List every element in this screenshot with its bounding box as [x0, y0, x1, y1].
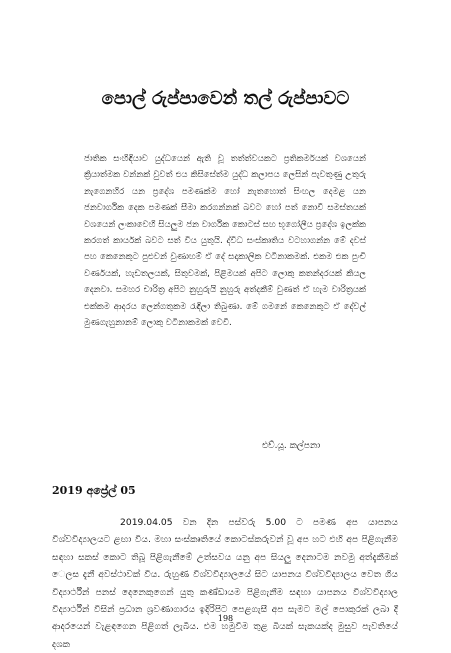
author-signature: එච්.යූ. කල්පනා [262, 441, 321, 451]
preface-block [84, 151, 366, 331]
page-title: පොල් රුප්පාවෙන් තල් රුප්පාවට [101, 88, 350, 109]
preface-paragraph: ජාතික සංහිඳියාව යුද්ධයෙන් ඇති වූ තත්ත්වයකට ප්‍රතිකර්මයක් වශයෙන් ක්‍රියාත්මක වන්නක් වුවත් එය කිසිසේත්ම යුද්ධ කලාපය ලෙසින් පැවතුණු උතුරු නැගෙනහිර යන ප්‍රදේශ පමණක්ම හෝ නැතහොත් සිංහල දෙමළ යන ජනවාර්ගික දෙක පමණක් සීමා කරගන්නක් බවට හෝ පත් නොවී සමස්තයක් වශයෙන් ලංකාවෙහි සියලුම ජන වාර්ගික කොටස් සහ භූගෝලීය ප්‍රදේශ ඉලක්ක කරගත් කාර්යක් බවට සත් විය යුතුයි. ද්විධ සංස්කෘතිය වටහාගන්න මේ දවස් පහ කෙනෙකුට පුළුවන් වුණාහම් ඒ දේ සදාකාලික වටිනාකමක්. එකම එක පුංචි වර්ණයක්, හැඩතලයක්, සිතුවමක්, පිළිමයක් අපිට ලොකු කතන්දරයක් කියල දෙනවා. සමහර චාරිත්‍ර අපිට නුහුරුයි නුහුරු අත්දකීම් වුණත් ඒ හැම වාරිත්‍රයක් එක්කම ආදරය ලෙන්ගතුකම රැඳිලා තිබුණා. මේ ගමනේ කෙනෙකුට ඒ දේවල් මුණගැහුනානම් ලොකු වටිනාකමක් වෙවී. [84, 154, 366, 329]
body-paragraph: 2019.04.05 වන දින පස්වරු 5.00 ට පමණ අප යාපනය විශ්වවිද්‍යාලයට ළඟා විය. මහා සංස්කෘතියේ කොටස්කරුවන් වූ අප හට එහි අප පිළිගැනීම සඳහා සකස් කොට තිබූ පිළිගැනීමේ උත්සවය යනු අප සියලු දෙනාටම නවමු අත්දැකීමක් ‍ෙලස දැනී අවස්ථාවක් විය. රුහුණ විශ්වවිද්‍යාලයේ සිට යාපනය විශ්වවිද්‍යාලය වෙත ගිය විද්‍යාර්ථීන් පනස් දෙනෙකුගෙන් යුතු කණ්ඩායම පිළිගැනීම සඳහා යාපනය විශ්වවිද්‍යාල විද්‍යාර්ථීන් විසින් ප්‍රධාන ශ්‍රවණාගාරය ඉදිරිපිට පෙළගැසී අප සැමට මල් පොකුරක් ලබා දී ආදරයෙන් වැළඳගෙන පිළිගත් ලැබීය. එම හමුවීම තුළ බියක් සැකයක්ද මුසුව පැවතියේ දශක [52, 517, 398, 650]
page-number: 198 [217, 614, 234, 623]
body-block [52, 514, 398, 653]
date-heading: 2019 අප්‍රේල් 05 [52, 484, 136, 497]
